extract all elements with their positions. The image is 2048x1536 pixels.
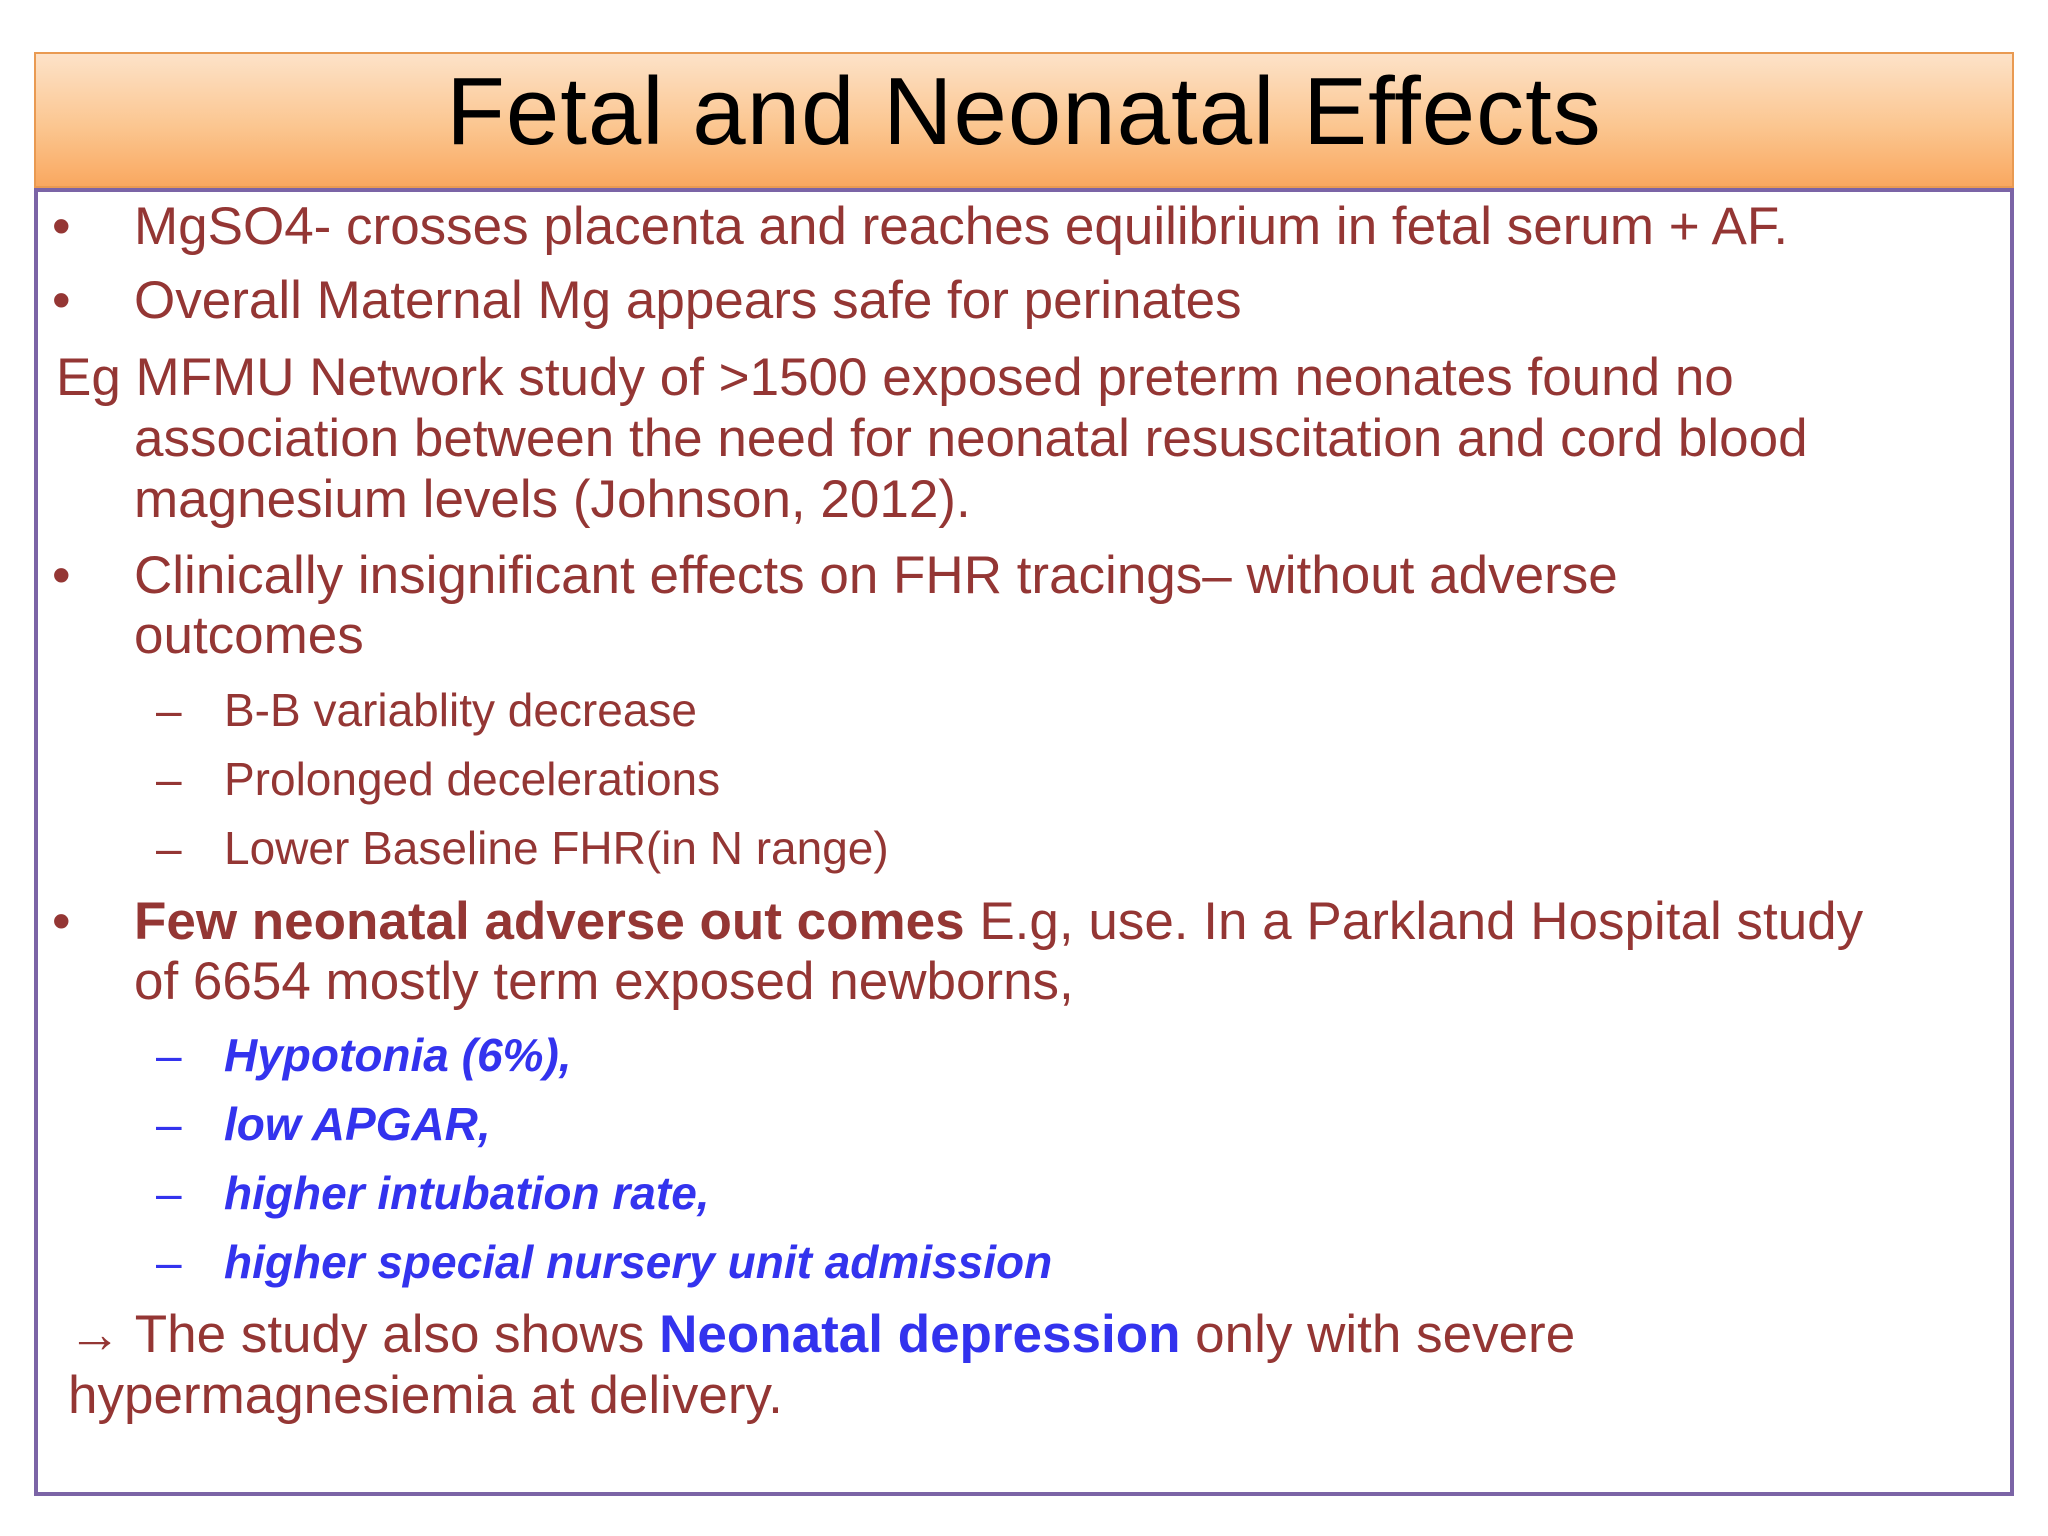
fhr-sub-item: B-B variablity decrease: [224, 684, 697, 736]
eg-line-3: magnesium levels (Johnson, 2012).: [134, 470, 971, 529]
page-title: Fetal and Neonatal Effects: [446, 58, 1602, 165]
arrow-right-icon: →: [68, 1305, 121, 1364]
fhr-sub-item: Lower Baseline FHR(in N range): [224, 822, 889, 874]
eg-line-2: association between the need for neonatal resuscitation and cord blood: [134, 409, 1808, 468]
bullet-marker: •: [52, 892, 71, 951]
bullet-fhr-line-1: Clinically insignificant effects on FHR tracings– without adverse: [134, 546, 1618, 605]
conclusion-pre: The study also shows: [121, 1305, 660, 1364]
sub-bullet-marker: –: [156, 1167, 182, 1219]
adverse-sub-item: low APGAR,: [224, 1098, 491, 1150]
fhr-sub-item: Prolonged decelerations: [224, 753, 721, 805]
adverse-sub-item: higher intubation rate,: [224, 1167, 710, 1219]
bullet-adverse-line-1: [134, 892, 1863, 952]
conclusion-line-2: hypermagnesiemia at delivery.: [68, 1366, 783, 1425]
sub-bullet-marker: –: [156, 1098, 182, 1150]
bullet-fhr-line-2: outcomes: [134, 606, 364, 665]
bullet-overall-safety: Overall Maternal Mg appears safe for perinates: [134, 271, 1242, 330]
sub-bullet-marker: –: [156, 1236, 182, 1288]
bullet-marker: •: [52, 197, 71, 256]
sub-bullet-marker: –: [156, 822, 182, 874]
conclusion-post: only with severe: [1180, 1305, 1576, 1364]
adverse-sub-item: higher special nursery unit admission: [224, 1236, 1053, 1288]
sub-bullet-marker: –: [156, 1029, 182, 1081]
conclusion-line-1: [68, 1305, 1575, 1365]
bullet-marker: •: [52, 271, 71, 330]
sub-bullet-marker: –: [156, 753, 182, 805]
adverse-sub-item: Hypotonia (6%),: [224, 1029, 572, 1081]
adverse-bold-lead: Few neonatal adverse out comes: [134, 892, 965, 951]
bullet-mgso4: MgSO4- crosses placenta and reaches equilibrium in fetal serum + AF.: [134, 197, 1789, 256]
sub-bullet-marker: –: [156, 684, 182, 736]
conclusion-highlight: Neonatal depression: [659, 1305, 1181, 1364]
title-bar: [34, 52, 2014, 188]
bullet-adverse-line-2: of 6654 mostly term exposed newborns,: [134, 952, 1074, 1011]
eg-line-1: Eg MFMU Network study of >1500 exposed preterm neonates found no: [56, 348, 1734, 407]
adverse-rest: E.g, use. In a Parkland Hospital study: [964, 892, 1864, 951]
bullet-marker: •: [52, 546, 71, 605]
